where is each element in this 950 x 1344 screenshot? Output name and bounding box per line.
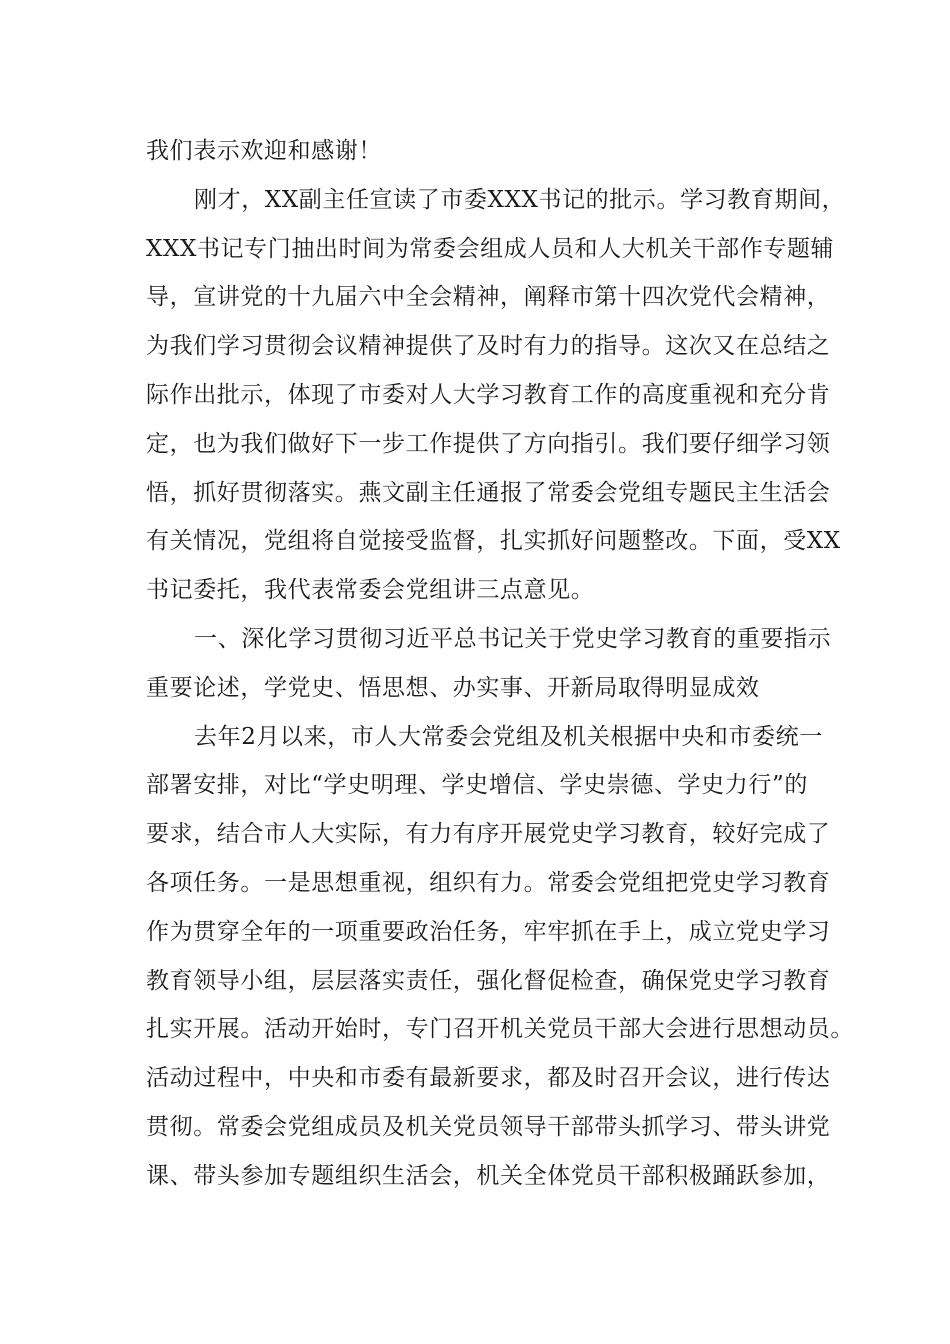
text-line-3: XXX书记专门抽出时间为常委会组成人员和人大机关干部作专题辅	[146, 235, 835, 262]
text-line-1: 我们表示欢迎和感谢！	[146, 138, 382, 164]
text-line-22: 课、带头参加专题组织生活会，机关全体党员干部积极踊跃参加，	[146, 1162, 831, 1189]
text-line-19: 扎实开展。活动开始时，专门召开机关党员干部大会进行思想动员。	[146, 1016, 854, 1043]
text-line-17: 作为贯穿全年的一项重要政治任务，牢牢抓在手上，成立党史学习	[146, 918, 831, 945]
text-line-8: 悟，抓好贯彻落实。燕文副主任通报了常委会党组专题民主生活会	[146, 479, 831, 506]
text-line-15: 要求，结合市人大实际，有力有序开展党史学习教育，较好完成了	[146, 821, 831, 848]
text-line-16: 各项任务。一是思想重视，组织有力。常委会党组把党史学习教育	[146, 869, 831, 896]
text-line-5: 为我们学习贯彻会议精神提供了及时有力的指导。这次又在总结之	[146, 333, 831, 360]
text-line-2: 刚才，XX副主任宣读了市委XXX书记的批示。学习教育期间，	[194, 186, 846, 213]
text-line-9: 有关情况，党组将自觉接受监督，扎实抓好问题整改。下面，受XX	[146, 528, 841, 555]
text-line-4: 导，宣讲党的十九届六中全会精神，阐释市第十四次党代会精神，	[146, 284, 831, 311]
text-line-10: 书记委托，我代表常委会党组讲三点意见。	[146, 577, 595, 604]
text-line-7: 定，也为我们做好下一步工作提供了方向指引。我们要仔细学习领	[146, 430, 831, 457]
section-heading-line-2: 重要论述，学党史、悟思想、办实事、开新局取得明显成效	[146, 674, 760, 701]
text-line-6: 际作出批示，体现了市委对人大学习教育工作的高度重视和充分肯	[146, 381, 831, 408]
text-line-18: 教育领导小组，层层落实责任，强化督促检查，确保党史学习教育	[146, 967, 831, 994]
text-line-14: 部署安排，对比“学史明理、学史增信、学史崇德、学史力行”的	[146, 772, 808, 799]
document-body	[146, 127, 854, 1201]
text-line-13: 去年2月以来，市人大常委会党组及机关根据中央和市委统一	[194, 723, 823, 750]
text-line-20: 活动过程中，中央和市委有最新要求，都及时召开会议，进行传达	[146, 1065, 831, 1092]
section-heading-line-1: 一、深化学习贯彻习近平总书记关于党史学习教育的重要指示	[194, 625, 832, 652]
text-line-21: 贯彻。常委会党组成员及机关党员领导干部带头抓学习、带头讲党	[146, 1113, 831, 1140]
